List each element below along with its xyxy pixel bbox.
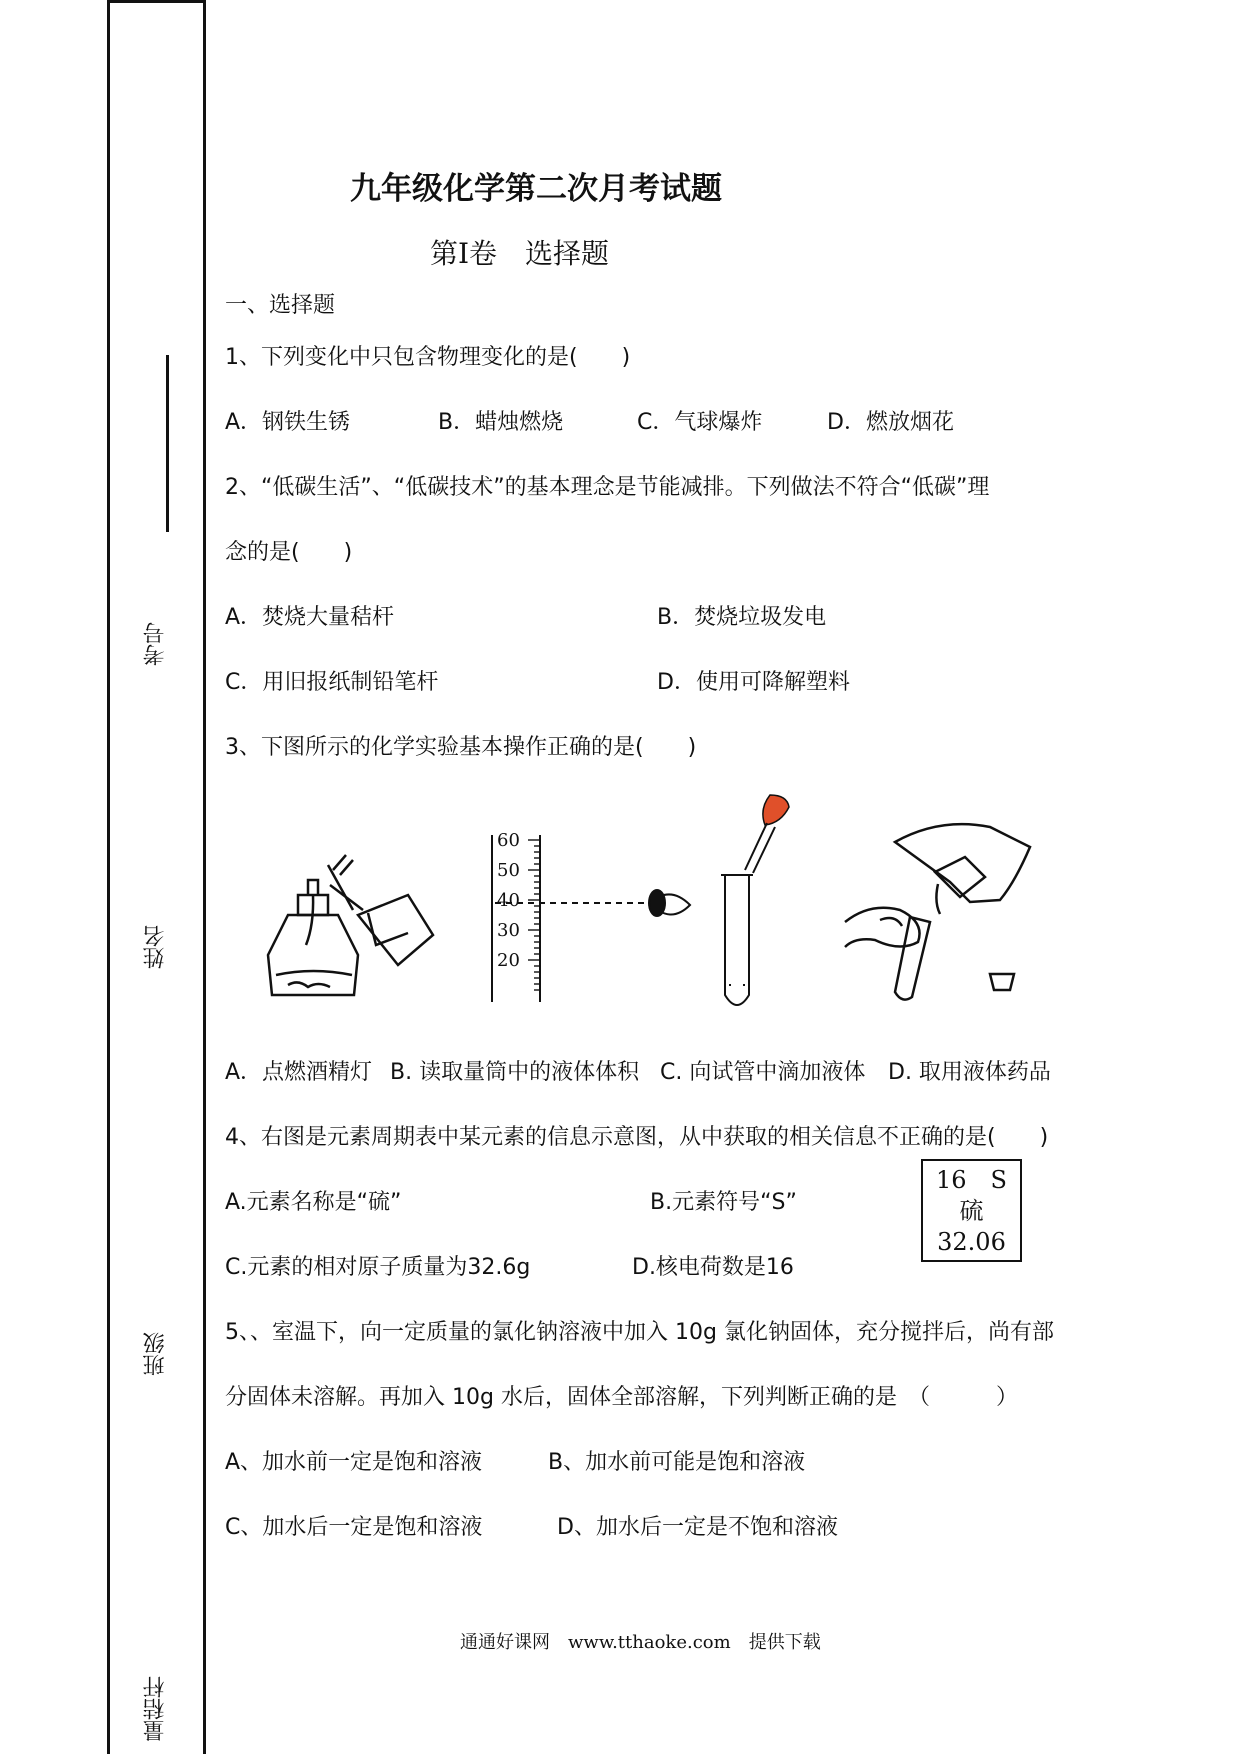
binding-margin-left-line (107, 0, 110, 1754)
question-4-stem: 4、右图是元素周期表中某元素的信息示意图，从中获取的相关信息不正确的是( ) (225, 1125, 1049, 1150)
question-2-option-b: B．焚烧垃圾发电 (657, 605, 827, 630)
question-4-option-b: B.元素符号“S” (650, 1190, 797, 1215)
pouring-liquid-icon (840, 822, 1040, 1002)
question-5-stem-line1: 5、、室温下，向一定质量的氯化钠溶液中加入 10g 氯化钠固体，充分搅拌后，尚有部 (225, 1320, 1054, 1345)
question-5-option-a: A、加水前一定是饱和溶液 (225, 1450, 483, 1475)
cylinder-tick-50: 50 (497, 860, 520, 881)
cylinder-tick-60: 60 (497, 830, 520, 851)
question-3-option-a: A．点燃酒精灯 (225, 1060, 373, 1085)
footer-credit: 通通好课网 www.tthaoke.com 提供下载 (460, 1632, 821, 1653)
question-2-stem-line2: 念的是( ) (225, 540, 353, 565)
question-5-stem-line2: 分固体未溶解。再加入 10g 水后，固体全部溶解，下列判断正确的是 （ ） (225, 1385, 1018, 1410)
binding-margin-top-line (107, 0, 206, 3)
cylinder-tick-30: 30 (497, 920, 520, 941)
exam-number-label: 考号 (143, 622, 168, 666)
element-info-box (921, 1159, 1022, 1262)
element-number-symbol: 16 S (936, 1166, 1007, 1194)
dropper-test-tube-icon (715, 795, 805, 1015)
question-3-stem: 3、下图所示的化学实验基本操作正确的是( ) (225, 735, 697, 760)
alcohol-lamp-icon (258, 855, 438, 1015)
question-1-option-b: B．蜡烛燃烧 (438, 410, 564, 435)
element-atomic-mass: 32.06 (937, 1228, 1006, 1256)
question-1-option-c: C．气球爆炸 (637, 410, 763, 435)
question-5-option-b: B、加水前可能是饱和溶液 (548, 1450, 806, 1475)
question-3-option-d: D. 取用液体药品 (888, 1060, 1051, 1085)
question-1-option-d: D．燃放烟花 (827, 410, 954, 435)
element-name: 硫 (959, 1197, 984, 1225)
question-5-option-d: D、加水后一定是不饱和溶液 (557, 1515, 838, 1540)
graduated-cylinder-icon (490, 830, 700, 1005)
question-4-option-d: D.核电荷数是16 (632, 1255, 794, 1280)
question-4-option-c: C.元素的相对原子质量为32.6g (225, 1255, 531, 1280)
question-2-option-a: A．焚烧大量秸杆 (225, 605, 395, 630)
margin-overflow-text: 量秸杆 (143, 1676, 168, 1742)
cylinder-tick-20: 20 (497, 950, 520, 971)
question-3-option-b: B. 读取量筒中的液体体积 (390, 1060, 640, 1085)
part-heading: 一、选择题 (225, 293, 336, 318)
class-label: 班级 (143, 1332, 168, 1376)
name-label: 姓名 (143, 925, 168, 969)
question-2-option-d: D．使用可降解塑料 (657, 670, 850, 695)
question-2-stem-line1: 2、“低碳生活”、“低碳技术”的基本理念是节能减排。下列做法不符合“低碳”理 (225, 475, 990, 500)
question-1-option-a: A．钢铁生锈 (225, 410, 351, 435)
page-title: 九年级化学第二次月考试题 (350, 171, 722, 207)
question-4-option-a: A.元素名称是“硫” (225, 1190, 402, 1215)
question-2-option-c: C．用旧报纸制铅笔杆 (225, 670, 439, 695)
question-5-option-c: C、加水后一定是饱和溶液 (225, 1515, 483, 1540)
section-title: 第Ⅰ卷 选择题 (430, 237, 610, 270)
question-1-stem: 1、下列变化中只包含物理变化的是( ) (225, 345, 631, 370)
cylinder-tick-40: 40 (497, 890, 520, 911)
binding-margin-right-line (203, 0, 206, 1754)
question-3-option-c: C. 向试管中滴加液体 (660, 1060, 866, 1085)
exam-number-blank-line (166, 355, 169, 532)
